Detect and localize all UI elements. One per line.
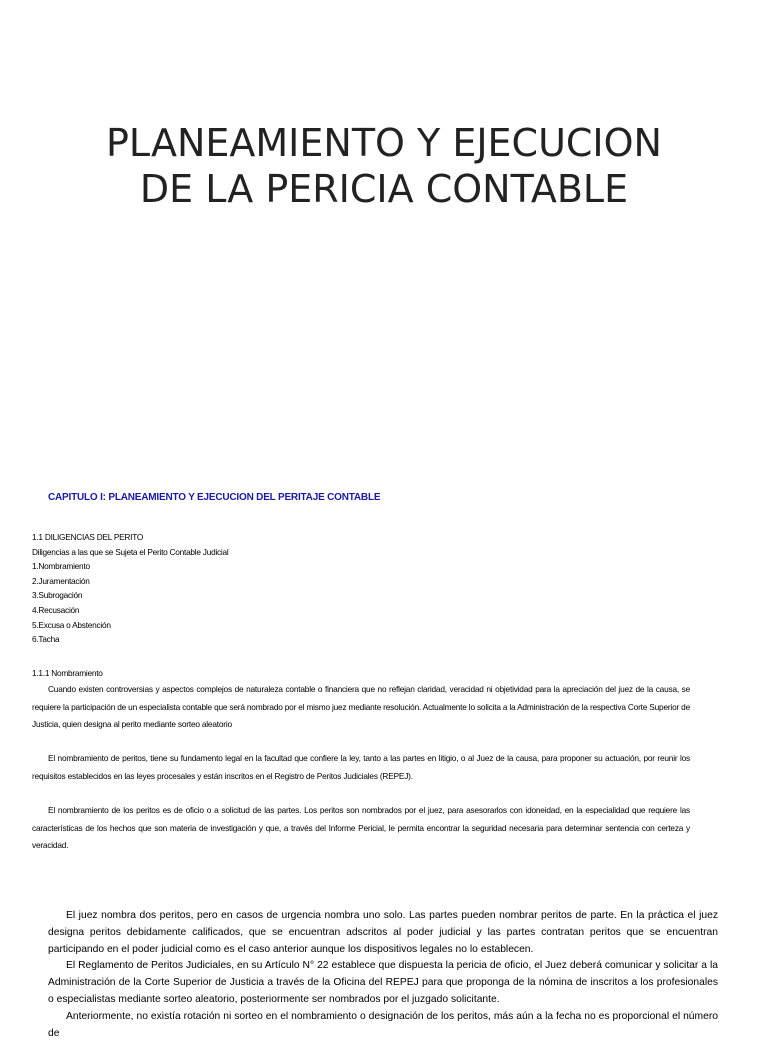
paragraph: El juez nombra dos peritos, pero en casos de urgencia nombra uno solo. Las partes pueden nombrar peritos de parte. En la práctica el juez designa peritos debidamente calificados, que se encuentran adscritos al poder judicial y las partes contratan peritos que se encuentran participando en el poder judicial como es el caso anterior aunque los dispositivos legales no lo establecen. bbox=[48, 910, 718, 955]
paragraph: El Reglamento de Peritos Judiciales, en su Artículo N° 22 establece que dispuesta la pericia de oficio, el Juez deberá comunicar y solicitar a la Administración de la Corte Superior de Justicia a través de la Oficina del REPEJ para que proponga de la nómina de inscritos a los profesionales o especialistas mediante sorteo aleatorio, posteriormente ser nombrados por el juzgado solicitante. bbox=[48, 960, 718, 1005]
list-item: 2.Juramentación bbox=[32, 575, 90, 586]
subsection-heading: 1.1.1 Nombramiento bbox=[32, 668, 103, 678]
list-item: 5.Excusa o Abstención bbox=[32, 619, 111, 630]
list-item: 6.Tacha bbox=[32, 634, 60, 645]
paragraph: Anteriormente, no existía rotación ni sorteo en el nombramiento o designación de los peritos, más aún a la fecha no es proporcional el número de bbox=[48, 1011, 718, 1039]
section-heading: 1.1 DILIGENCIAS DEL PERITO bbox=[32, 532, 144, 542]
list-item: 1.Nombramiento bbox=[32, 561, 90, 572]
paragraph: El nombramiento de los peritos es de oficio o a solicitud de las partes. Los peritos son nombrados por el juez, para asesorarlos con idoneidad, en la especialidad que requiere las características de los hechos que son materia de investigación y que, a través del Informe Pericial, le permita encontrar la seguridad necesaria para determinar sentencia con certeza y veracidad. bbox=[32, 805, 690, 850]
title-line-2: DE LA PERICIA CONTABLE bbox=[139, 167, 629, 211]
chapter-heading: CAPITULO I: PLANEAMIENTO Y EJECUCION DEL PERITAJE CONTABLE bbox=[48, 492, 381, 503]
section-intro: Diligencias a las que se Sujeta el Perito Contable Judicial bbox=[32, 546, 229, 557]
document-title bbox=[0, 120, 768, 212]
list-item: 3.Subrogación bbox=[32, 590, 83, 601]
list-item: 4.Recusación bbox=[32, 604, 80, 615]
paragraph: El nombramiento de peritos, tiene su fundamento legal en la facultad que confiere la ley, tanto a las partes en litigio, o al Juez de la causa, para proponer su actuación, por reunir los requisitos establecidos en las leyes procesales y están inscritos en el Registro de Peritos Judiciales (REPEJ). bbox=[32, 753, 690, 781]
title-line-1: PLANEAMIENTO Y EJECUCION bbox=[106, 121, 662, 165]
diligence-section bbox=[32, 530, 228, 647]
paragraph: Cuando existen controversias y aspectos complejos de naturaleza contable o financiera que no reflejan claridad, veracidad ni objetividad para la apreciación del juez de la causa, se requiere la participación de un especialista contable que será nombrado por el mismo juez mediante resolución. Actualmente lo solicita a la Administración de la respectiva Corte Superior de Justicia, quien designa al perito mediante sorteo aleatorio bbox=[32, 684, 690, 729]
